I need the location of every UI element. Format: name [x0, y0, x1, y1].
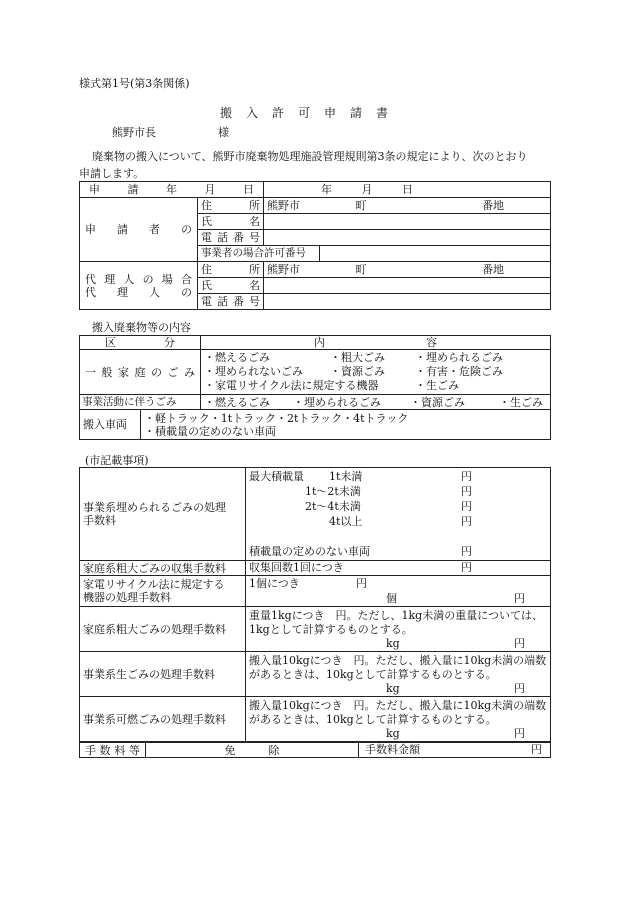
application-table — [79, 181, 551, 310]
applicant-address-field[interactable]: 熊野市 町 番地 — [264, 198, 551, 214]
burnable-fee-values[interactable]: 搬入量10kgにつき 円。ただし、搬入量に10kg未満の端数 があるときは、10kgとして計算するものとする。 kg 円 — [246, 697, 551, 742]
business-label: 事業活動に伴うごみ — [80, 395, 201, 410]
agent-name-label: 氏 名 — [198, 278, 264, 294]
phone-label: 電 話 番 号 — [198, 230, 264, 246]
vehicle-options[interactable] — [141, 410, 551, 440]
option-bulky[interactable]: ・粗大ごみ — [330, 351, 385, 364]
waste-heading: 搬入廃棄物等の内容 — [92, 321, 191, 334]
landfill-fee-values[interactable]: 最大積載量 1t未満 円 1t～2t未満 円 2t～4t未満 円 4t以上 円 積載量の定めのない車両 円 — [246, 468, 551, 561]
food-fee-values[interactable]: 搬入量10kgにつき 円。ただし、搬入量に10kg未満の端数 があるときは、10kgとして計算するものとする。 kg 円 — [246, 652, 551, 697]
applicant-label: 申 請 者 の — [80, 198, 198, 262]
bulky-process-label: 家庭系粗大ごみの処理手数料 — [80, 607, 246, 652]
bulky-collect-value[interactable]: 収集回数1回につき 円 — [246, 561, 551, 576]
applicant-phone-field[interactable] — [264, 230, 551, 246]
biz-option-landfill[interactable]: ・埋められるごみ — [293, 396, 381, 409]
biz-option-burnable[interactable]: ・燃えるごみ — [204, 396, 270, 409]
food-fee-label: 事業系生ごみの処理手数料 — [80, 652, 246, 697]
fee-exempt[interactable]: 免 除 — [146, 743, 359, 758]
city-table — [79, 467, 551, 742]
applicant-name-field[interactable] — [264, 214, 551, 230]
col-category: 区 分 — [80, 336, 201, 350]
honorific: 様 — [218, 126, 229, 139]
intro-line-1: 廃棄物の搬入について、熊野市廃棄物処理施設管理規則第3条の規定により、次のとおり — [92, 150, 528, 163]
option-hazardous[interactable]: ・有害・危険ごみ — [415, 365, 503, 378]
agent-name-field[interactable] — [264, 278, 551, 294]
bulky-collect-label: 家庭系粗大ごみの収集手数料 — [80, 561, 246, 576]
agent-label: 代 理 人 の 場 合 代 理 人 の — [80, 262, 198, 310]
option-appliance[interactable]: ・家電リサイクル法に規定する機器 — [204, 379, 379, 392]
col-content: 内 容 — [201, 336, 551, 350]
agent-phone-label: 電 話 番 号 — [198, 294, 264, 310]
burnable-fee-label: 事業系可燃ごみの処理手数料 — [80, 697, 246, 742]
agent-phone-field[interactable] — [264, 294, 551, 310]
vehicle-label: 搬入車両 — [80, 410, 141, 440]
name-label: 氏 名 — [198, 214, 264, 230]
appliance-fee-values[interactable]: 1個につき 円 個 円 — [246, 576, 551, 607]
form-number: 様式第1号(第3条関係) — [79, 77, 190, 90]
business-items[interactable] — [201, 395, 551, 410]
option-landfill[interactable]: ・埋められるごみ — [415, 351, 503, 364]
landfill-fee-label: 事業系埋められるごみの処理 手数料 — [80, 468, 246, 561]
fee-table — [79, 742, 551, 758]
fee-amount[interactable]: 手数料金額 円 — [359, 743, 551, 758]
option-food[interactable]: ・生ごみ — [415, 379, 459, 392]
fee-label: 手 数 料 等 — [80, 743, 146, 758]
address-label: 住 所 — [198, 198, 264, 214]
intro-line-2: 申請します。 — [79, 167, 145, 180]
biz-option-food[interactable]: ・生ごみ — [499, 396, 543, 409]
city-heading: (市記載事項) — [85, 454, 149, 467]
option-burnable[interactable]: ・燃えるごみ — [204, 351, 270, 364]
waste-table — [79, 335, 551, 410]
option-non-landfill[interactable]: ・埋められないごみ — [204, 365, 303, 378]
agent-address-field[interactable]: 熊野市 町 番地 — [264, 262, 551, 278]
date-label: 申 請 年 月 日 — [80, 182, 264, 198]
vehicle-table — [79, 409, 551, 440]
appliance-fee-label: 家電リサイクル法に規定する 機器の処理手数料 — [80, 576, 246, 607]
option-recyclable[interactable]: ・資源ごみ — [330, 365, 385, 378]
vehicle-line-1[interactable]: ・軽トラック・1tトラック・2tトラック・4tトラック — [144, 411, 409, 425]
biz-option-recyclable[interactable]: ・資源ごみ — [410, 396, 465, 409]
household-items[interactable] — [201, 350, 551, 395]
permit-label: 事業者の場合許可番号 — [198, 246, 320, 262]
agent-address-label: 住 所 — [198, 262, 264, 278]
page-title: 搬 入 許 可 申 請 書 — [220, 106, 390, 120]
household-label: 一 般 家 庭 の ご み — [80, 350, 201, 395]
vehicle-line-2[interactable]: ・積載量の定めのない車両 — [144, 424, 276, 438]
permit-number-field[interactable] — [320, 246, 551, 262]
date-value[interactable]: 年 月 日 — [264, 182, 551, 198]
bulky-process-values[interactable]: 重量1kgにつき 円。ただし、1kg未満の重量については、 1kgとして計算するものとする。 kg 円 — [246, 607, 551, 652]
addressee: 熊野市長 — [112, 126, 156, 139]
